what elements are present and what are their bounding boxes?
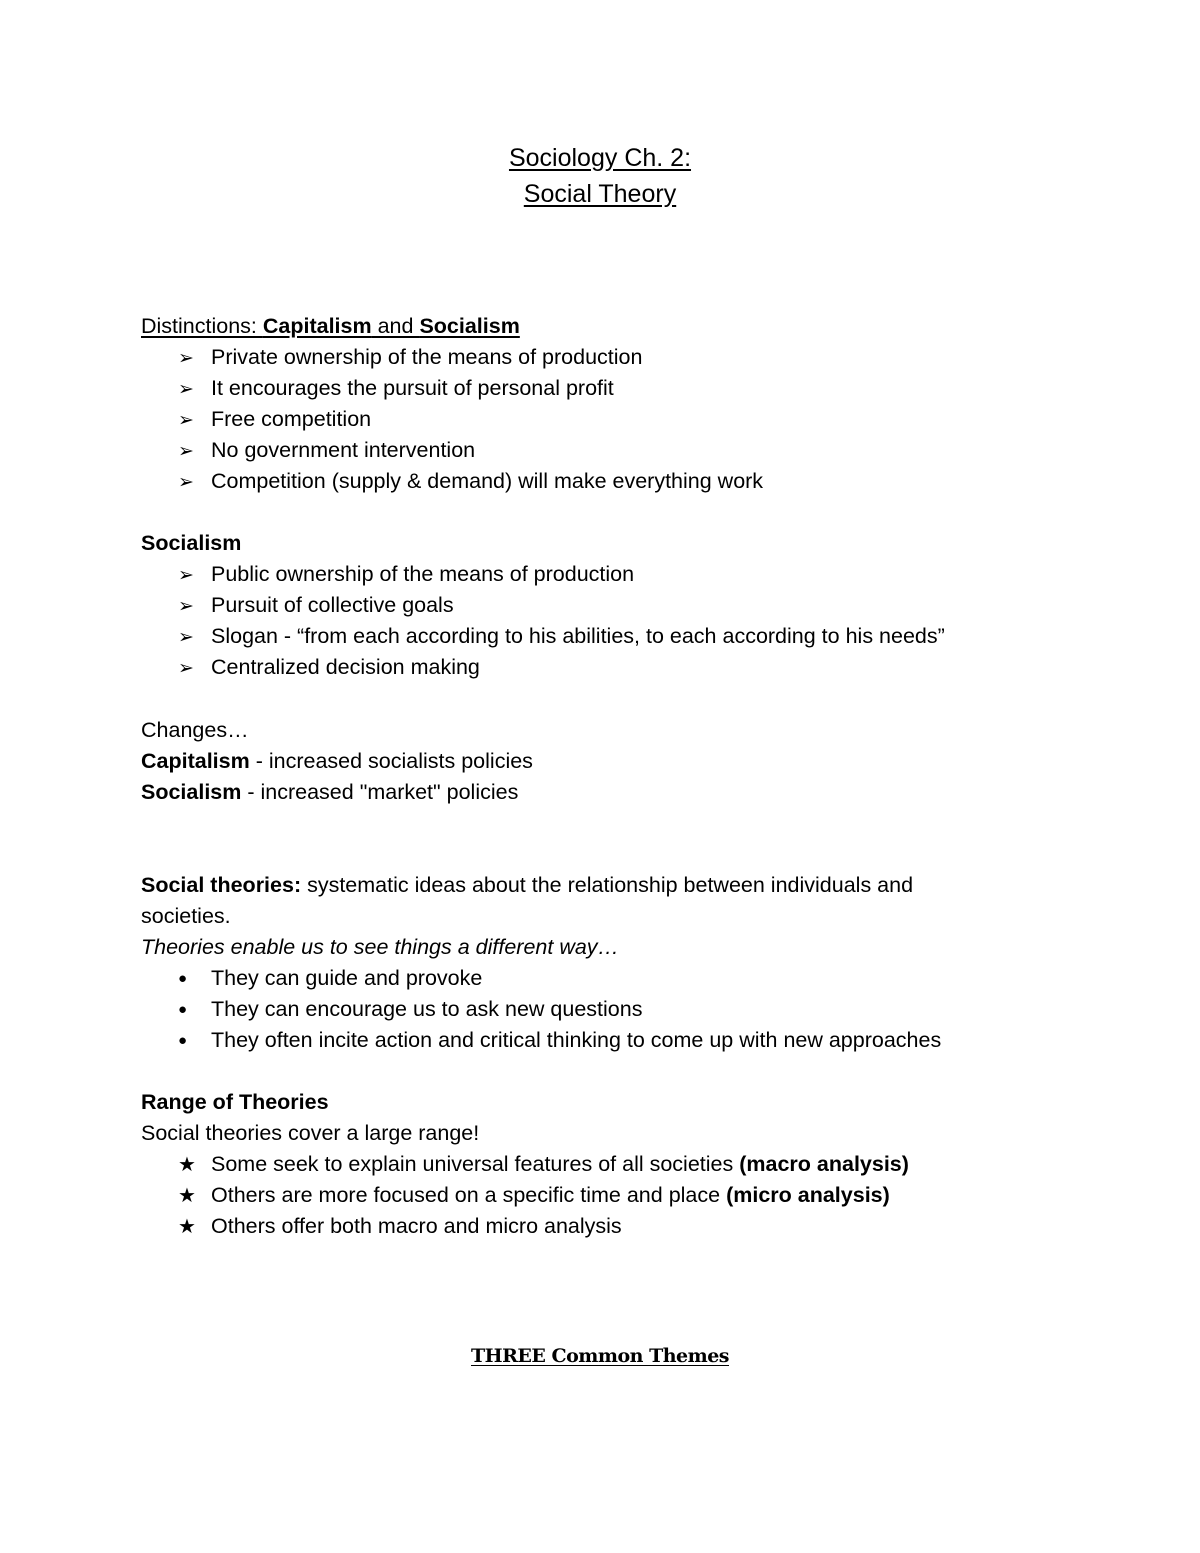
arrow-bullet-icon: ➢ [178, 441, 194, 462]
arrow-bullet-icon: ➢ [178, 627, 194, 648]
list-item: ● They can encourage us to ask new questions [178, 995, 1098, 1026]
list-item: ➢ It encourages the pursuit of personal profit [178, 374, 1098, 404]
arrow-bullet-icon: ➢ [178, 565, 194, 586]
arrow-bullet-icon: ➢ [178, 472, 194, 493]
distinctions-heading: Distinctions: Capitalism and Socialism [141, 314, 520, 338]
arrow-bullet-icon: ➢ [178, 348, 194, 369]
socialism-heading: Socialism [141, 531, 242, 555]
list-item: ● They can guide and provoke [178, 964, 1098, 995]
list-item: ➢ Centralized decision making [178, 653, 1098, 683]
arrow-bullet-icon: ➢ [178, 596, 194, 617]
star-bullet-icon: ★ [178, 1185, 196, 1207]
list-item: ➢ Public ownership of the means of production [178, 560, 1098, 590]
list-item: ➢ Slogan - “from each according to his abilities, to each according to his needs” [178, 622, 1098, 652]
arrow-bullet-icon: ➢ [178, 410, 194, 431]
list-item: ➢ No government intervention [178, 436, 1098, 466]
list-item: ➢ Private ownership of the means of production [178, 343, 1098, 373]
arrow-bullet-icon: ➢ [178, 379, 194, 400]
changes-socialism: Socialism - increased "market" policies [141, 780, 519, 804]
title-line-2: Social Theory [523, 180, 677, 208]
changes-capitalism: Capitalism - increased socialists policies [141, 749, 533, 773]
list-item: ● They often incite action and critical thinking to come up with new approaches [178, 1026, 1098, 1057]
list-item: ★ Others are more focused on a specific time and place (micro analysis) [178, 1181, 1098, 1210]
social-theories-definition-cont: societies. [141, 904, 231, 928]
list-item: ➢ Free competition [178, 405, 1098, 435]
star-bullet-icon: ★ [178, 1154, 196, 1176]
list-item: ➢ Pursuit of collective goals [178, 591, 1098, 621]
social-theories-definition: Social theories: systematic ideas about the relationship between individuals and [141, 873, 914, 897]
themes-heading: THREE Common Themes [471, 1345, 729, 1367]
star-bullet-icon: ★ [178, 1216, 196, 1238]
arrow-bullet-icon: ➢ [178, 658, 194, 679]
range-heading: Range of Theories [141, 1090, 329, 1114]
range-intro: Social theories cover a large range! [141, 1121, 480, 1145]
changes-heading: Changes… [141, 718, 249, 742]
dot-bullet-icon: ● [178, 970, 188, 987]
title-line-1: Sociology Ch. 2: [508, 144, 692, 172]
list-item: ➢ Competition (supply & demand) will make everything work [178, 467, 1098, 497]
list-item: ★ Others offer both macro and micro analysis [178, 1212, 1098, 1241]
list-item: ★ Some seek to explain universal features of all societies (macro analysis) [178, 1150, 1098, 1179]
theories-italic-note: Theories enable us to see things a different way… [141, 935, 620, 959]
dot-bullet-icon: ● [178, 1032, 188, 1049]
dot-bullet-icon: ● [178, 1001, 188, 1018]
